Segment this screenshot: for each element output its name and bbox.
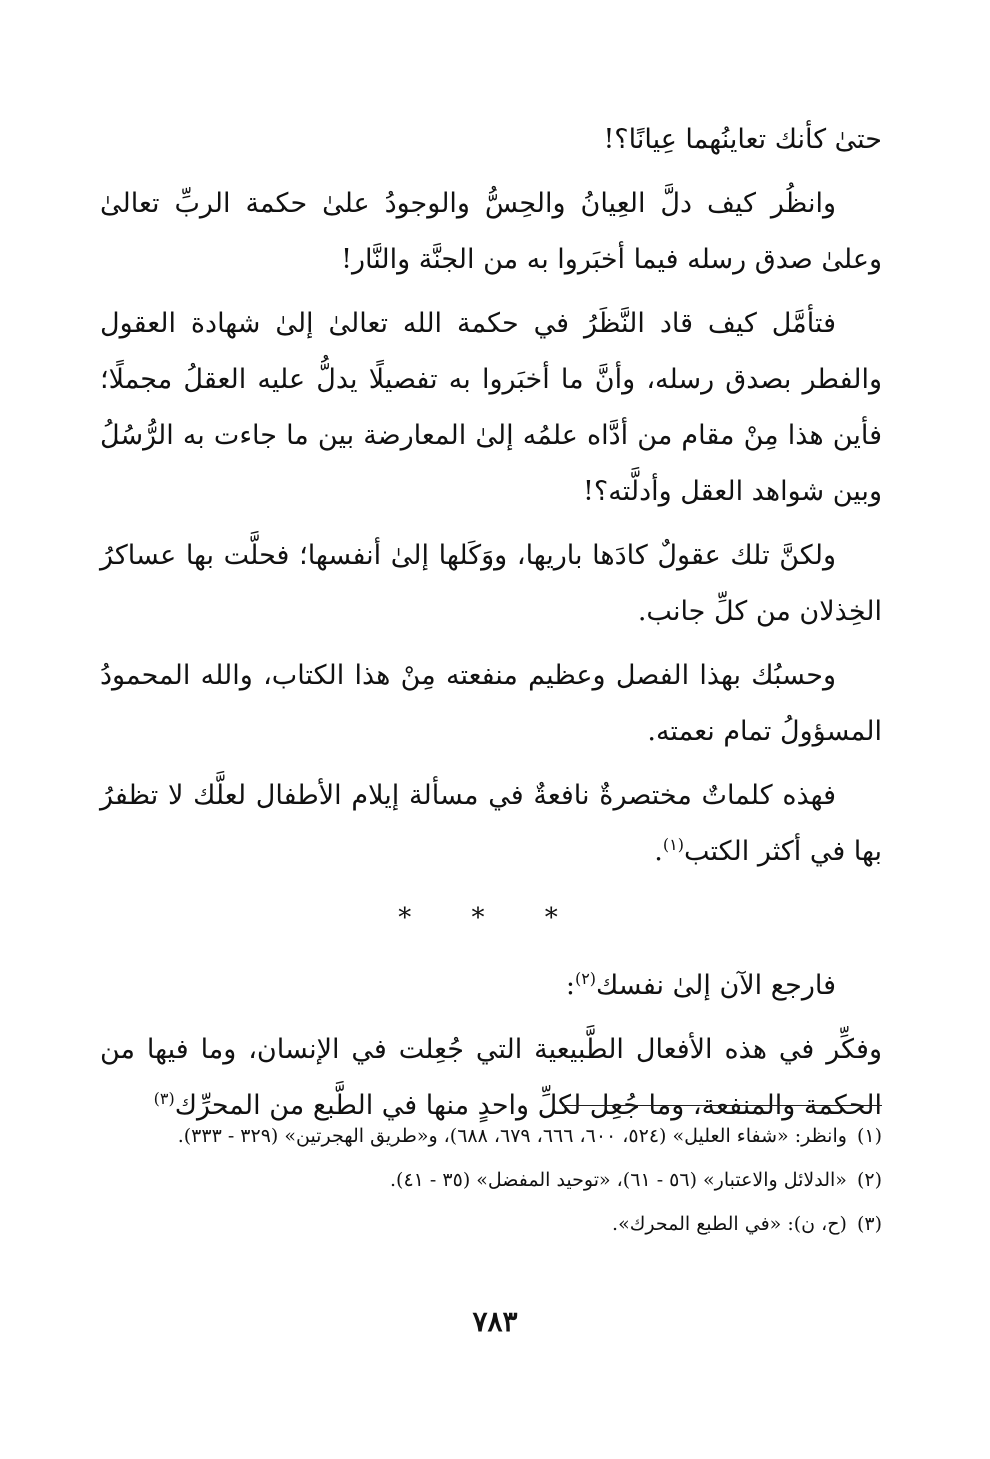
paragraph-8-text: وفكِّر في هذه الأفعال الطَّبيعية التي جُعِلت في الإنسان، وما فيها من الحكمة والمنفعة، وما جُعِل لكلِّ واحدٍ منها في الطَّبع من المحرِّك <box>100 1034 882 1121</box>
paragraph-7-end: : <box>565 970 575 1001</box>
footnote-ref-2[interactable]: (٢) <box>574 969 597 988</box>
footnote-number: (١) <box>856 1125 882 1147</box>
paragraph-2: وانظُر كيف دلَّ العِيانُ والحِسُّ والوجودُ علىٰ حكمة الربِّ تعالىٰ وعلىٰ صدق رسله فيما أخبَروا به من الجنَّة والنَّار! <box>100 188 882 275</box>
paragraph-5: وحسبُك بهذا الفصل وعظيم منفعته مِنْ هذا الكتاب، والله المحمودُ المسؤولُ تمام نعمته. <box>100 660 882 747</box>
footnote-text: وانظر: «شفاء العليل» (٥٢٤، ٦٠٠، ٦٦٦، ٦٧٩، ٦٨٨)، و«طريق الهجرتين» (٣٢٩ - ٣٣٣). <box>177 1125 847 1147</box>
paragraph-6-text: فهذه كلماتٌ مختصرةٌ نافعةٌ في مسألة إيلام الأطفال لعلَّك لا تظفرُ بها في أكثر الكتب <box>100 780 882 867</box>
paragraph-7 <box>100 958 882 1014</box>
paragraph-3: فتأمَّل كيف قاد النَّظَرُ في حكمة الله تعالىٰ إلىٰ شهادة العقول والفطر بصدق رسله، وأنَّ ما أخبَروا به تفصيلًا يدلُّ عليه العقلُ مجملًا؛ فأين هذا مِنْ مقام من أدَّاه علمُه إلىٰ المعارضة بين ما جاءت به الرُّسُلُ وبين شواهد العقل وأدلَّته؟! <box>100 308 882 507</box>
footnote-ref-1[interactable]: (١) <box>662 835 684 854</box>
footnote-number: (٢) <box>856 1169 882 1191</box>
paragraph-7-text: فارجع الآن إلىٰ نفسك <box>596 970 836 1001</box>
footnotes <box>100 1116 882 1248</box>
footnote-ref-3[interactable]: (٣) <box>153 1089 175 1108</box>
footnote-text: (ح، ن): «في الطبع المحرك». <box>612 1213 847 1235</box>
paragraph-4: ولكنَّ تلك عقولٌ كادَها باريها، ووَكَلها إلىٰ أنفسها؛ فحلَّت بها عساكرُ الخِذلان من كلِّ جانب. <box>100 540 882 627</box>
footnote-1 <box>100 1116 882 1156</box>
footnote-number: (٣) <box>856 1213 882 1235</box>
footnote-2 <box>100 1160 882 1200</box>
footnote-separator <box>562 1105 882 1106</box>
paragraph-6-end: . <box>654 836 663 867</box>
page-number: ٧٨٣ <box>472 1305 518 1338</box>
section-separator: * * * <box>398 903 584 933</box>
footnote-text: «الدلائل والاعتبار» (٥٦ - ٦١)، «توحيد المفضل» (٣٥ - ٤١). <box>390 1169 847 1191</box>
main-text <box>100 112 882 1134</box>
footnote-3 <box>100 1204 882 1244</box>
paragraph-1: حتىٰ كأنك تعاينُهما عِيانًا؟! <box>603 124 882 155</box>
paragraph-6 <box>100 768 882 880</box>
